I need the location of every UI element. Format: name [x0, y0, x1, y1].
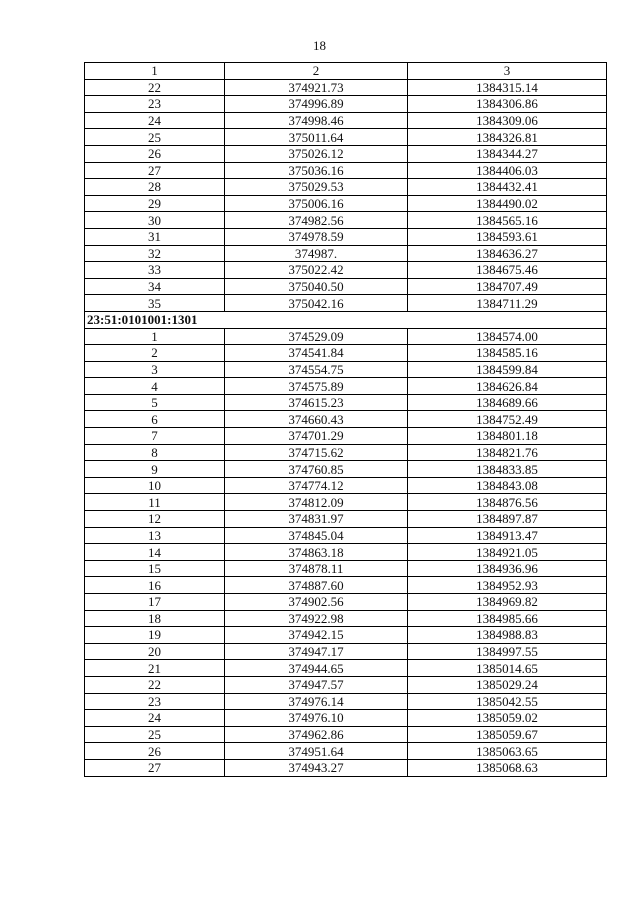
point-number-cell: 17 — [85, 594, 225, 611]
table-row — [85, 544, 607, 561]
y-coordinate-cell: 1384344.27 — [408, 145, 607, 162]
x-coordinate-cell: 374831.97 — [225, 511, 408, 528]
x-coordinate-cell: 375042.16 — [225, 295, 408, 312]
y-coordinate-cell: 1384936.96 — [408, 560, 607, 577]
table-row — [85, 693, 607, 710]
x-coordinate-cell: 374715.62 — [225, 444, 408, 461]
point-number-cell: 33 — [85, 262, 225, 279]
table-row — [85, 145, 607, 162]
point-number-cell: 32 — [85, 245, 225, 262]
point-number-cell: 12 — [85, 511, 225, 528]
x-coordinate-cell: 374996.89 — [225, 96, 408, 113]
table-row — [85, 129, 607, 146]
point-number-cell: 25 — [85, 129, 225, 146]
x-coordinate-cell: 374978.59 — [225, 228, 408, 245]
x-coordinate-cell: 374660.43 — [225, 411, 408, 428]
x-coordinate-cell: 374541.84 — [225, 345, 408, 362]
x-coordinate-cell: 374951.64 — [225, 743, 408, 760]
point-number-cell: 30 — [85, 212, 225, 229]
x-coordinate-cell: 375026.12 — [225, 145, 408, 162]
table-row — [85, 627, 607, 644]
x-coordinate-cell: 374942.15 — [225, 627, 408, 644]
point-number-cell: 34 — [85, 278, 225, 295]
section-title: 23:51:0101001:1301 — [85, 311, 607, 328]
y-coordinate-cell: 1385059.02 — [408, 710, 607, 727]
point-number-cell: 4 — [85, 378, 225, 395]
y-coordinate-cell: 1384306.86 — [408, 96, 607, 113]
table-row — [85, 96, 607, 113]
point-number-cell: 29 — [85, 195, 225, 212]
y-coordinate-cell: 1384752.49 — [408, 411, 607, 428]
y-coordinate-cell: 1384833.85 — [408, 461, 607, 478]
y-coordinate-cell: 1384988.83 — [408, 627, 607, 644]
x-coordinate-cell: 374760.85 — [225, 461, 408, 478]
x-coordinate-cell: 374878.11 — [225, 560, 408, 577]
x-coordinate-cell: 374774.12 — [225, 477, 408, 494]
table-row — [85, 560, 607, 577]
point-number-cell: 21 — [85, 660, 225, 677]
coordinates-table-body — [85, 63, 607, 777]
y-coordinate-cell: 1384711.29 — [408, 295, 607, 312]
x-coordinate-cell: 374921.73 — [225, 79, 408, 96]
table-row — [85, 726, 607, 743]
point-number-cell: 23 — [85, 693, 225, 710]
x-coordinate-cell: 374529.09 — [225, 328, 408, 345]
y-coordinate-cell: 1384801.18 — [408, 428, 607, 445]
x-coordinate-cell: 374554.75 — [225, 361, 408, 378]
x-coordinate-cell: 374887.60 — [225, 577, 408, 594]
table-row — [85, 79, 607, 96]
x-coordinate-cell: 374575.89 — [225, 378, 408, 395]
table-row — [85, 212, 607, 229]
point-number-cell: 5 — [85, 394, 225, 411]
point-number-cell: 24 — [85, 710, 225, 727]
y-coordinate-cell: 1384675.46 — [408, 262, 607, 279]
point-number-cell: 8 — [85, 444, 225, 461]
y-coordinate-cell: 1384821.76 — [408, 444, 607, 461]
table-row — [85, 527, 607, 544]
point-number-cell: 7 — [85, 428, 225, 445]
y-coordinate-cell: 1384565.16 — [408, 212, 607, 229]
point-number-cell: 27 — [85, 162, 225, 179]
point-number-cell: 15 — [85, 560, 225, 577]
point-number-cell: 26 — [85, 743, 225, 760]
y-coordinate-cell: 1385029.24 — [408, 676, 607, 693]
y-coordinate-cell: 1384897.87 — [408, 511, 607, 528]
table-row — [85, 461, 607, 478]
table-row — [85, 394, 607, 411]
table-row — [85, 494, 607, 511]
x-coordinate-cell: 374944.65 — [225, 660, 408, 677]
point-number-cell: 1 — [85, 328, 225, 345]
x-coordinate-cell: 374976.10 — [225, 710, 408, 727]
x-coordinate-cell: 374902.56 — [225, 594, 408, 611]
y-coordinate-cell: 1384326.81 — [408, 129, 607, 146]
table-row — [85, 594, 607, 611]
point-number-cell: 18 — [85, 610, 225, 627]
y-coordinate-cell: 1384574.00 — [408, 328, 607, 345]
x-coordinate-cell: 374976.14 — [225, 693, 408, 710]
x-coordinate-cell: 374947.17 — [225, 643, 408, 660]
point-number-cell: 28 — [85, 179, 225, 196]
table-row — [85, 278, 607, 295]
table-row — [85, 676, 607, 693]
point-number-cell: 6 — [85, 411, 225, 428]
point-number-cell: 22 — [85, 676, 225, 693]
table-row — [85, 378, 607, 395]
table-row — [85, 511, 607, 528]
y-coordinate-cell: 1384876.56 — [408, 494, 607, 511]
point-number-cell: 24 — [85, 112, 225, 129]
point-number-cell: 13 — [85, 527, 225, 544]
page-number: 18 — [313, 38, 326, 53]
table-row — [85, 361, 607, 378]
table-row — [85, 444, 607, 461]
table-row — [85, 411, 607, 428]
x-coordinate-cell: 374922.98 — [225, 610, 408, 627]
x-coordinate-cell: 374947.57 — [225, 676, 408, 693]
point-number-cell: 19 — [85, 627, 225, 644]
point-number-cell: 14 — [85, 544, 225, 561]
table-row — [85, 245, 607, 262]
point-number-cell: 27 — [85, 759, 225, 776]
y-coordinate-cell: 1384490.02 — [408, 195, 607, 212]
x-coordinate-cell: 375006.16 — [225, 195, 408, 212]
table-row — [85, 112, 607, 129]
x-coordinate-cell: 374701.29 — [225, 428, 408, 445]
y-coordinate-cell: 1385042.55 — [408, 693, 607, 710]
y-coordinate-cell: 1384997.55 — [408, 643, 607, 660]
x-coordinate-cell: 374943.27 — [225, 759, 408, 776]
table-row — [85, 179, 607, 196]
point-number-cell: 20 — [85, 643, 225, 660]
header-row — [85, 63, 607, 80]
y-coordinate-cell: 1384689.66 — [408, 394, 607, 411]
x-coordinate-cell: 374845.04 — [225, 527, 408, 544]
table-row — [85, 228, 607, 245]
y-coordinate-cell: 1384406.03 — [408, 162, 607, 179]
y-coordinate-cell: 1384432.41 — [408, 179, 607, 196]
y-coordinate-cell: 1384969.82 — [408, 594, 607, 611]
y-coordinate-cell: 1384843.08 — [408, 477, 607, 494]
x-coordinate-cell: 375022.42 — [225, 262, 408, 279]
y-coordinate-cell: 1384309.06 — [408, 112, 607, 129]
point-number-cell: 25 — [85, 726, 225, 743]
point-number-cell: 31 — [85, 228, 225, 245]
y-coordinate-cell: 1385059.67 — [408, 726, 607, 743]
table-row — [85, 610, 607, 627]
y-coordinate-cell: 1385068.63 — [408, 759, 607, 776]
x-coordinate-cell: 374615.23 — [225, 394, 408, 411]
x-coordinate-cell: 374998.46 — [225, 112, 408, 129]
point-number-cell: 26 — [85, 145, 225, 162]
x-coordinate-cell: 375011.64 — [225, 129, 408, 146]
table-row — [85, 759, 607, 776]
header-col-1: 1 — [85, 63, 225, 80]
x-coordinate-cell: 375040.50 — [225, 278, 408, 295]
point-number-cell: 35 — [85, 295, 225, 312]
y-coordinate-cell: 1384707.49 — [408, 278, 607, 295]
table-row — [85, 162, 607, 179]
y-coordinate-cell: 1385063.65 — [408, 743, 607, 760]
x-coordinate-cell: 375029.53 — [225, 179, 408, 196]
x-coordinate-cell: 375036.16 — [225, 162, 408, 179]
section-row — [85, 311, 607, 328]
point-number-cell: 3 — [85, 361, 225, 378]
point-number-cell: 16 — [85, 577, 225, 594]
y-coordinate-cell: 1385014.65 — [408, 660, 607, 677]
point-number-cell: 22 — [85, 79, 225, 96]
table-row — [85, 195, 607, 212]
table-row — [85, 328, 607, 345]
point-number-cell: 11 — [85, 494, 225, 511]
x-coordinate-cell: 374812.09 — [225, 494, 408, 511]
y-coordinate-cell: 1384626.84 — [408, 378, 607, 395]
x-coordinate-cell: 374982.56 — [225, 212, 408, 229]
table-row — [85, 710, 607, 727]
point-number-cell: 9 — [85, 461, 225, 478]
x-coordinate-cell: 374962.86 — [225, 726, 408, 743]
header-col-2: 2 — [225, 63, 408, 80]
y-coordinate-cell: 1384921.05 — [408, 544, 607, 561]
table-row — [85, 743, 607, 760]
point-number-cell: 2 — [85, 345, 225, 362]
y-coordinate-cell: 1384913.47 — [408, 527, 607, 544]
table-row — [85, 577, 607, 594]
table-row — [85, 428, 607, 445]
header-col-3: 3 — [408, 63, 607, 80]
table-row — [85, 477, 607, 494]
y-coordinate-cell: 1384636.27 — [408, 245, 607, 262]
x-coordinate-cell: 374987. — [225, 245, 408, 262]
point-number-cell: 10 — [85, 477, 225, 494]
y-coordinate-cell: 1384585.16 — [408, 345, 607, 362]
x-coordinate-cell: 374863.18 — [225, 544, 408, 561]
y-coordinate-cell: 1384985.66 — [408, 610, 607, 627]
y-coordinate-cell: 1384599.84 — [408, 361, 607, 378]
table-row — [85, 660, 607, 677]
y-coordinate-cell: 1384315.14 — [408, 79, 607, 96]
table-row — [85, 295, 607, 312]
table-row — [85, 643, 607, 660]
y-coordinate-cell: 1384952.93 — [408, 577, 607, 594]
coordinates-table — [84, 62, 607, 777]
table-row — [85, 262, 607, 279]
y-coordinate-cell: 1384593.61 — [408, 228, 607, 245]
point-number-cell: 23 — [85, 96, 225, 113]
table-row — [85, 345, 607, 362]
